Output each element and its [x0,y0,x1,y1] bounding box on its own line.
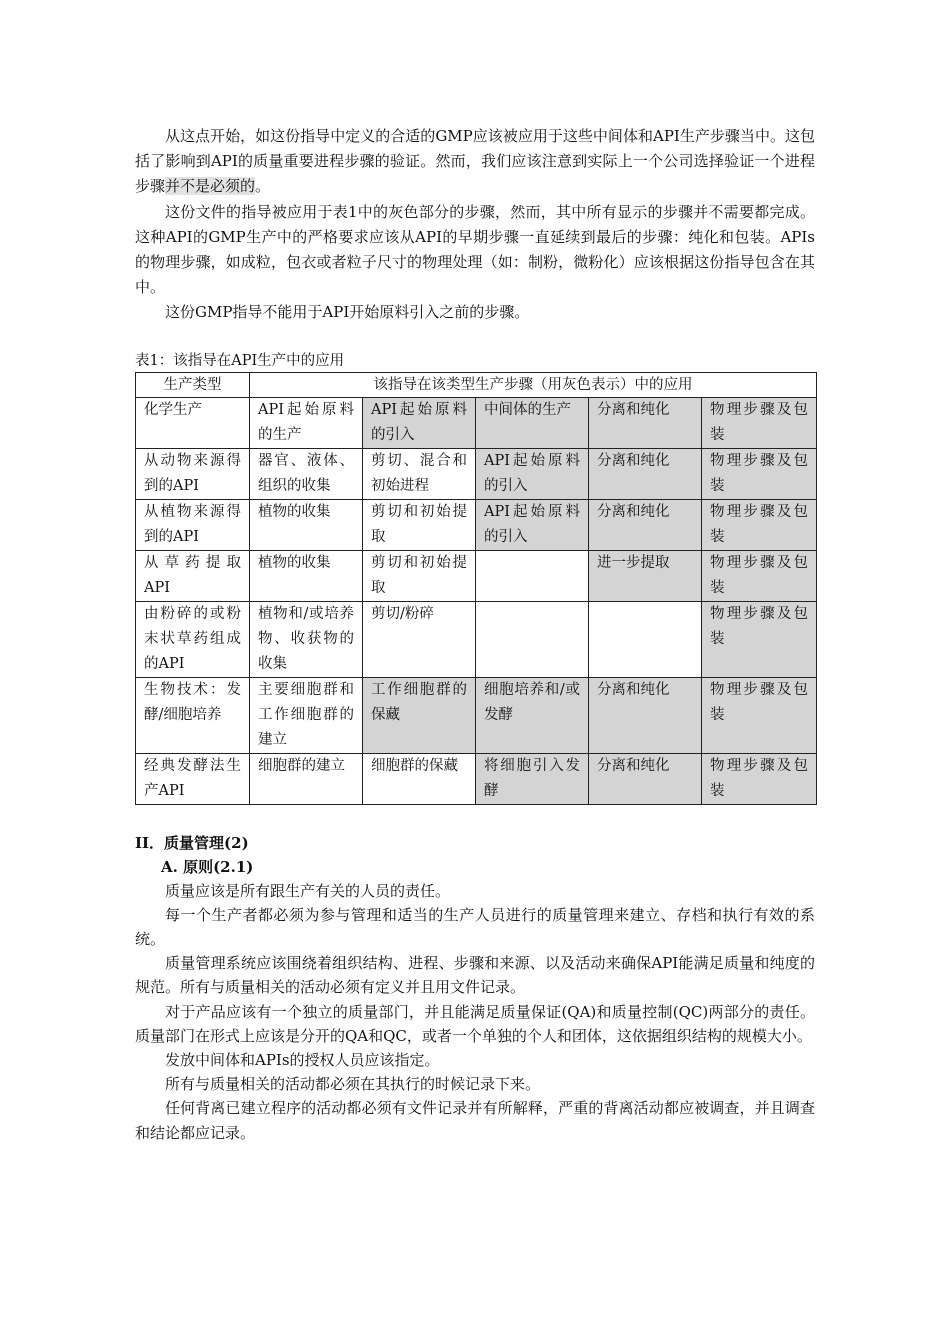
step-cell [476,601,589,677]
table-caption: 表1：该指导在API生产中的应用 [135,352,345,369]
step-cell: 细胞群的建立 [250,753,363,804]
section-paragraph: 发放中间体和APIs的授权人员应该指定。 [165,1051,440,1070]
step-cell: 物理步骤及包装 [702,677,817,753]
row-type: 从植物来源得到的API [136,499,250,550]
step-cell [589,601,702,677]
table-row [136,448,817,499]
section-paragraph: 质量管理系统应该围绕着组织结构、进程、步骤和来源、以及活动来确保API能满足质量和纯度的规范。所有与质量相关的活动必须有定义并且用文件记录。 [135,954,815,997]
step-cell: 细胞培养和/或发酵 [476,677,589,753]
step-cell: 细胞群的保藏 [363,753,476,804]
step-cell: 器官、液体、组织的收集 [250,448,363,499]
highlighted-text: 并不是必须的 [165,177,256,196]
row-type: 化学生产 [136,397,250,448]
row-type: 生物技术：发酵/细胞培养 [136,677,250,753]
step-cell: API起始原料的引入 [476,448,589,499]
step-cell: 物理步骤及包装 [702,601,817,677]
intro-text: 从这点开始，如这份指导中定义的合适的GMP应该被应用于这些中间体和API生产步骤当中。这包括了影响到API的质量重要进程步骤的验证。然而，我们应该注意到实际上一个公司选择验证一个进程步骤 [135,127,815,196]
table-row [136,601,817,677]
header-production-type: 生产类型 [136,372,250,397]
step-cell: 主要细胞群和工作细胞群的建立 [250,677,363,753]
step-cell: 分离和纯化 [589,753,702,804]
intro-paragraph-2: 这份文件的指导被应用于表1中的灰色部分的步骤，然而，其中所有显示的步骤并不需要都完成。这种API的GMP生产中的严格要求应该从API的早期步骤一直延续到最后的步骤：纯化和包装。APIs的物理步骤，如成粒，包衣或者粒子尺寸的物理处理（如：制粉，微粉化）应该根据这份指导包含在其中。 [135,202,815,297]
step-cell: 剪切和初始提取 [363,550,476,601]
table-row [136,499,817,550]
document-page [135,124,815,1145]
table-row [136,550,817,601]
step-cell [476,550,589,601]
step-cell: 分离和纯化 [589,677,702,753]
step-cell: API起始原料的生产 [250,397,363,448]
api-application-table [135,372,817,805]
step-cell: 物理步骤及包装 [702,499,817,550]
section-paragraph: 任何背离已建立程序的活动都必须有文件记录并有所解释，严重的背离活动都应被调查，并且调查和结论都应记录。 [135,1099,815,1142]
header-guidance-application: 该指导在该类型生产步骤（用灰色表示）中的应用 [250,372,817,397]
step-cell: 剪切/粉碎 [363,601,476,677]
section-paragraph: 每一个生产者都必须为参与管理和适当的生产人员进行的质量管理来建立、存档和执行有效的系统。 [135,905,815,949]
step-cell: 分离和纯化 [589,397,702,448]
step-cell: 物理步骤及包装 [702,448,817,499]
section-heading: II．质量管理(2) [135,833,249,852]
step-cell: 分离和纯化 [589,448,702,499]
step-cell: 剪切和初始提取 [363,499,476,550]
step-cell: 物理步骤及包装 [702,550,817,601]
step-cell: 植物的收集 [250,499,363,550]
row-type: 经典发酵法生产API [136,753,250,804]
step-cell: 进一步提取 [589,550,702,601]
step-cell: 物理步骤及包装 [702,753,817,804]
row-type: 从动物来源得到的API [136,448,250,499]
row-type: 从草药提取API [136,550,250,601]
section-paragraph: 所有与质量相关的活动都必须在其执行的时候记录下来。 [165,1075,541,1094]
table-row [136,753,817,804]
step-cell: API起始原料的引入 [363,397,476,448]
table-header-row [136,372,817,397]
step-cell: 分离和纯化 [589,499,702,550]
row-type: 由粉碎的或粉末状草药组成的API [136,601,250,677]
table-row [136,677,817,753]
table-row [136,397,817,448]
step-cell: 将细胞引入发酵 [476,753,589,804]
intro-paragraph-3: 这份GMP指导不能用于API开始原料引入之前的步骤。 [165,303,530,322]
intro-paragraph-1 [135,124,815,200]
step-cell: 植物的收集 [250,550,363,601]
section-paragraph: 对于产品应该有一个独立的质量部门，并且能满足质量保证(QA)和质量控制(QC)两部分的责任。质量部门在形式上应该是分开的QA和QC，或者一个单独的个人和团体，这依据组织结构的规模大小。 [135,1002,815,1045]
step-cell: 中间体的生产 [476,397,589,448]
section-subheading: A. 原则(2.1) [161,857,254,876]
step-cell: 植物和/或培养物、收获物的收集 [250,601,363,677]
intro-text-end: 。 [255,177,271,196]
section-body [135,879,815,1145]
step-cell: 物理步骤及包装 [702,397,817,448]
step-cell: 工作细胞群的保藏 [363,677,476,753]
step-cell: API起始原料的引入 [476,499,589,550]
section-paragraph: 质量应该是所有跟生产有关的人员的责任。 [165,881,451,900]
step-cell: 剪切、混合和初始进程 [363,448,476,499]
